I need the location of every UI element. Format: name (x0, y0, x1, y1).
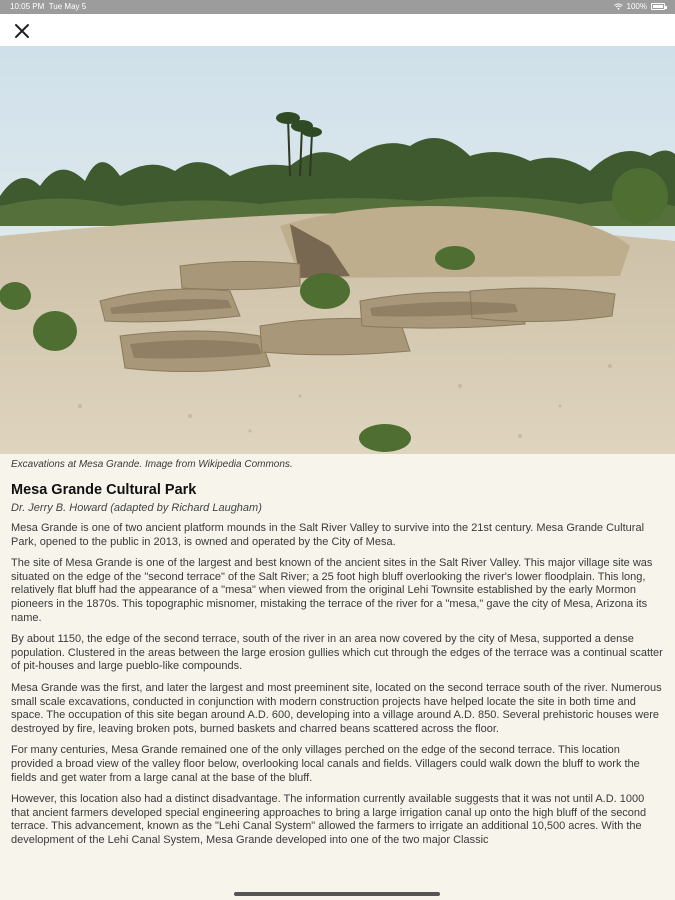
top-bar (0, 14, 675, 46)
paragraph: The site of Mesa Grande is one of the largest and best known of the ancient sites in the Salt River Valley. This major village site was situated on the edge of the "second terrace" of the Salt River; a 25 foot high bluff overlooking the river's lower floodplain. This long, relatively flat bluff had the appearance of a "mesa" when viewed from the original Lehi Townsite established by the early Mormon pioneers in the 1870s. This topographic misnomer, mistaking the terrace of the river for a "mesa," gave the city of Mesa, Arizona its name. (11, 557, 653, 624)
status-bar (0, 0, 675, 14)
status-time: 10:05 PM Tue May 5 (10, 2, 87, 11)
close-button[interactable] (12, 21, 32, 41)
excavation-photo (0, 46, 675, 454)
paragraph: Mesa Grande was the first, and later the largest and most preeminent site, located on the second terrace south of the river. Numerous small scale excavations, conducted in conjunction with modern construction projects have helped locate the site in both time and space. The occupation of this site began around A.D. 600, developing into a village around A.D. 850. Several prehistoric houses were destroyed by fire, leaving broken pots, burned baskets and charred beans scattered across the floor. (11, 681, 662, 735)
home-indicator[interactable] (234, 892, 440, 896)
status-icons (614, 2, 665, 11)
image-caption: Excavations at Mesa Grande. Image from Wikipedia Commons. (11, 459, 293, 470)
paragraph: For many centuries, Mesa Grande remained one of the only villages perched on the edge of the second terrace. This location provided a broad view of the valley floor below, overlooking local canals and fields. Villagers could walk down the bluff to work the fields and get water from a large canal at the base of the bluff. (11, 744, 640, 784)
paragraph: By about 1150, the edge of the second terrace, south of the river in an area now covered by the city of Mesa, supported a dense population. Clustered in the areas between the large erosion gullies which cut through the edges of the terrace was a continual scatter of pit-houses and large pueblo-like compounds. (11, 633, 663, 673)
article-title: Mesa Grande Cultural Park (11, 482, 197, 498)
close-icon (12, 21, 32, 41)
article-author: Dr. Jerry B. Howard (adapted by Richard Laugham) (11, 502, 262, 514)
battery-percent: 100% (626, 2, 647, 11)
wifi-icon (614, 3, 623, 10)
article-body (0, 454, 675, 900)
battery-icon (651, 3, 665, 10)
hero-image (0, 46, 675, 454)
paragraph: However, this location also had a distinct disadvantage. The information currently available suggests that it was not until A.D. 1000 that ancient farmers developed special engineering approaches to bring a large irrigation canal up onto the high bluff of the second terrace. This advancement, known as the "Lehi Canal System" allowed the farmers to irrigate an additional 10,500 acres. With the development of the Lehi Canal System, Mesa Grande developed into one of the two major Classic (11, 793, 647, 846)
paragraph: Mesa Grande is one of two ancient platform mounds in the Salt River Valley to survive into the 21st century. Mesa Grande Cultural Park, opened to the public in 2013, is owned and operated by the City of Mesa. (11, 522, 645, 548)
